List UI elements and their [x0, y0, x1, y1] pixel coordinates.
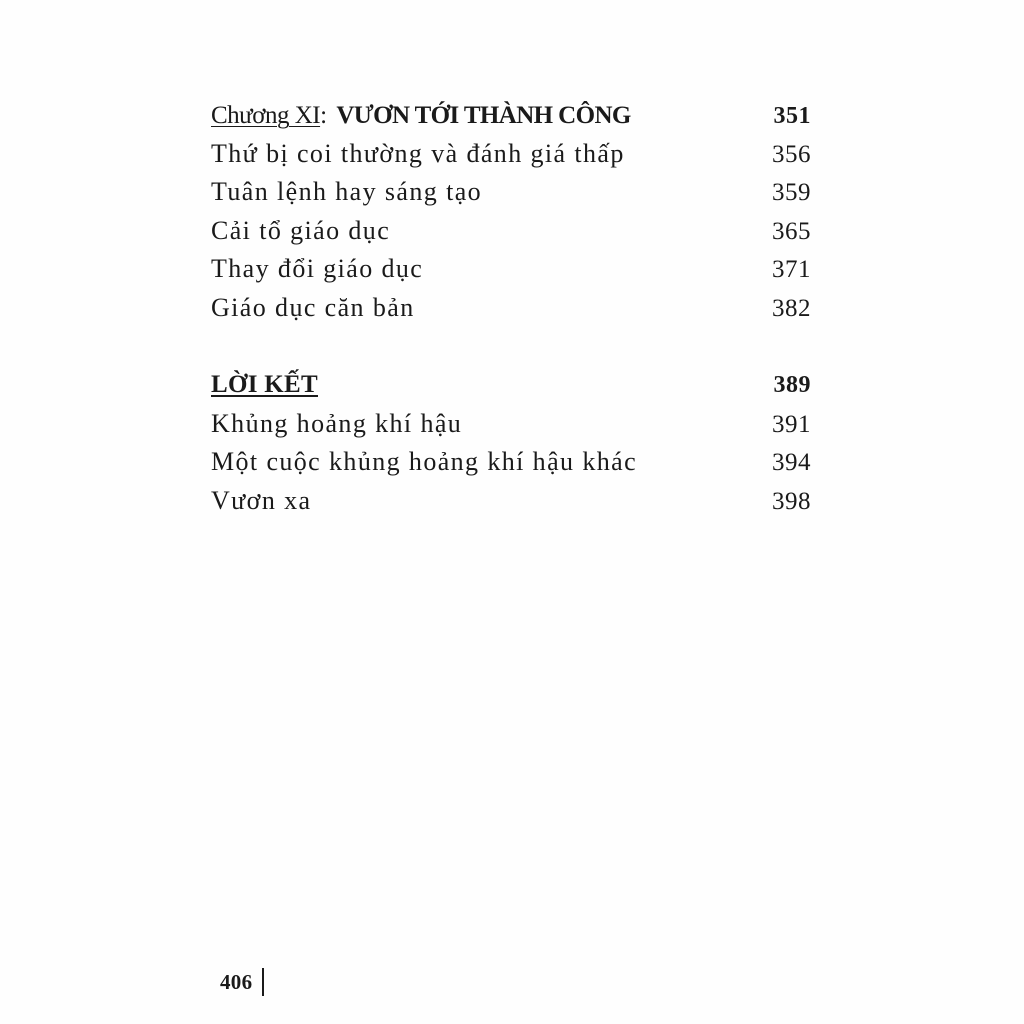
toc-entry-title: Một cuộc khủng hoảng khí hậu khác — [211, 447, 638, 476]
toc-entry — [211, 289, 811, 328]
toc-entry-page: 359 — [772, 179, 811, 206]
toc-entry — [211, 135, 811, 174]
epilogue-heading: LỜI KẾT — [211, 371, 318, 398]
toc-chapter-xi — [211, 96, 811, 327]
toc-epilogue — [211, 366, 811, 520]
folio-divider — [262, 968, 264, 996]
chapter-colon: : — [320, 102, 329, 129]
page-footer — [220, 968, 264, 996]
chapter-name: VƯƠN TỚI THÀNH CÔNG — [336, 102, 631, 129]
chapter-prefix: Chương XI — [211, 102, 321, 129]
toc-entry-title: Thay đổi giáo dục — [211, 254, 424, 283]
epilogue-heading-row — [211, 366, 811, 405]
toc-entry-page: 398 — [772, 487, 811, 515]
toc-entry — [211, 250, 811, 289]
toc-entry-page: 391 — [772, 410, 811, 438]
folio-page-number: 406 — [220, 969, 253, 994]
chapter-heading-row — [211, 96, 811, 135]
toc-entry — [211, 482, 811, 521]
chapter-heading — [211, 96, 631, 136]
toc-entry — [211, 212, 811, 251]
toc-entry-title: Cải tổ giáo dục — [211, 215, 391, 245]
toc-entry-page: 371 — [772, 256, 811, 283]
toc-entry-title: Khủng hoảng khí hậu — [211, 408, 463, 438]
toc-entry — [211, 405, 811, 444]
toc-entry — [211, 443, 811, 482]
chapter-page-number: 351 — [773, 103, 811, 129]
toc-entry-title: Vươn xa — [211, 485, 312, 515]
toc-entry — [211, 173, 811, 212]
toc-entry-page: 394 — [772, 449, 811, 476]
toc-entry-title: Thứ bị coi thường và đánh giá thấp — [211, 138, 625, 168]
toc-entry-page: 356 — [772, 140, 811, 168]
toc-entry-page: 382 — [772, 294, 811, 322]
toc-entry-title: Tuân lệnh hay sáng tạo — [211, 177, 483, 206]
toc-entry-title: Giáo dục căn bản — [211, 292, 415, 322]
epilogue-page-number: 389 — [773, 372, 811, 398]
toc-entry-page: 365 — [772, 217, 811, 245]
